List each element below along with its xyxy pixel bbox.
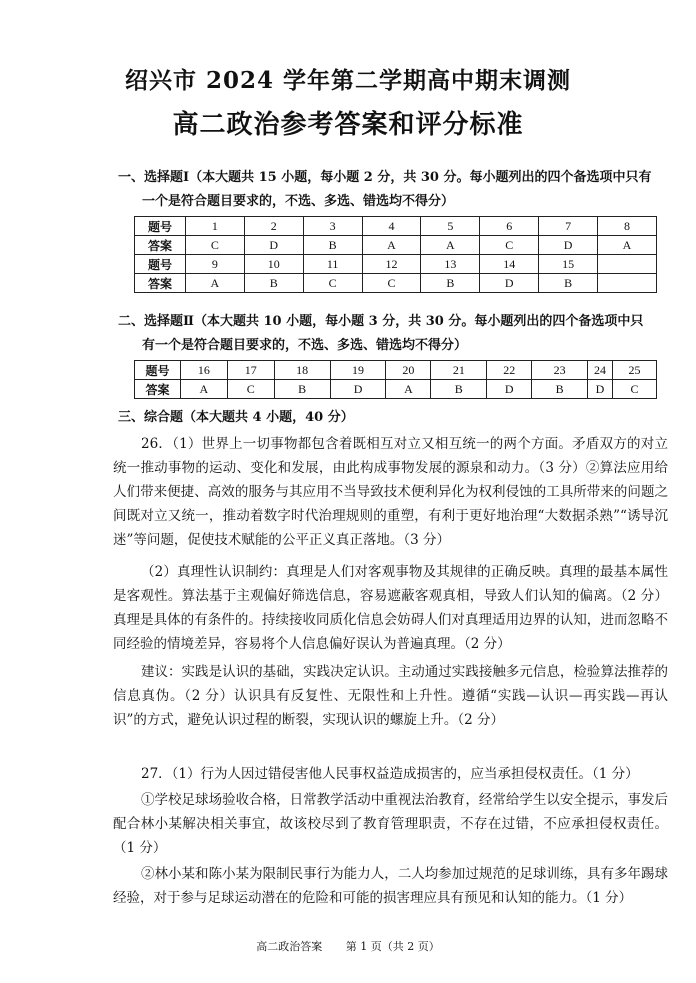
question-number: 11 bbox=[303, 255, 362, 274]
answer-27-part1: 27．（1）行为人因过错侵害他人民事权益造成损害的，应当承担侵权责任。（1 分） bbox=[141, 766, 639, 782]
question-number: 1 bbox=[185, 217, 244, 236]
question-number: 10 bbox=[244, 255, 303, 274]
answer-label: 答案 bbox=[135, 274, 186, 293]
section2-heading: 二、选择题Ⅱ（本大题共 10 小题，每小题 3 分，共 30 分。每小题列出的四个备选项中只 bbox=[118, 314, 644, 329]
answer-26-part1: 26．（1）世界上一切事物都包含着既相互对立又相互统一的两个方面。矛盾双方的对立统一推动事物的运动、变化和发展，由此构成事物发展的源泉和动力。（3 分）②算法应用给人们带来便捷、高效的服务与其应用不当导致技术便利异化为权利侵蚀的工具所带来的问题之间既对立又统一，推动着数字时代治理规则的重塑，有利于更好地治理“大数据杀熟”“诱导沉迷”等问题，促使技术赋能的公平正义真正落地。（3 分） bbox=[113, 436, 668, 548]
answer-cell: A bbox=[421, 236, 480, 255]
section1-answer-table bbox=[134, 216, 657, 293]
answer-cell: B bbox=[431, 380, 487, 399]
question-number bbox=[598, 255, 657, 274]
question-number: 19 bbox=[330, 361, 386, 380]
page-subtitle: 高二政治参考答案和评分标准 bbox=[172, 110, 524, 140]
answer-cell: C bbox=[227, 380, 274, 399]
answer-cell: A bbox=[185, 274, 244, 293]
footer-doc-name: 高二政治答案 bbox=[256, 940, 323, 953]
question-number: 20 bbox=[386, 361, 431, 380]
question-number: 4 bbox=[362, 217, 421, 236]
answer-cell: B bbox=[532, 380, 588, 399]
question-number: 8 bbox=[598, 217, 657, 236]
answer-cell: D bbox=[244, 236, 303, 255]
section1-heading-cont: 一个是符合题目要求的，不选、多选、错选均不得分） bbox=[142, 194, 455, 209]
question-number: 23 bbox=[532, 361, 588, 380]
question-label: 题号 bbox=[135, 255, 186, 274]
question-label: 题号 bbox=[135, 361, 181, 380]
answer-cell: A bbox=[180, 380, 227, 399]
answer-cell: D bbox=[487, 380, 532, 399]
question-number: 5 bbox=[421, 217, 480, 236]
answer-cell bbox=[598, 274, 657, 293]
answer-cell: C bbox=[303, 274, 362, 293]
question-number: 9 bbox=[185, 255, 244, 274]
question-number: 22 bbox=[487, 361, 532, 380]
answer-cell: B bbox=[421, 274, 480, 293]
answer-cell: D bbox=[539, 236, 598, 255]
answer-cell: D bbox=[330, 380, 386, 399]
section3-heading: 三、综合题（本大题共 4 小题，40 分） bbox=[118, 410, 354, 425]
table-row bbox=[135, 380, 657, 399]
question-number: 3 bbox=[303, 217, 362, 236]
answer-cell: C bbox=[480, 236, 539, 255]
answer-cell: A bbox=[386, 380, 431, 399]
page-footer bbox=[0, 938, 696, 954]
question-number: 25 bbox=[612, 361, 656, 380]
answer-cell: C bbox=[612, 380, 656, 399]
table-row bbox=[135, 236, 657, 255]
answer-cell: D bbox=[480, 274, 539, 293]
answer-cell: B bbox=[244, 274, 303, 293]
question-number: 13 bbox=[421, 255, 480, 274]
footer-page-number: 第 1 页（共 2 页） bbox=[345, 940, 440, 953]
answer-27-point2: ②林小某和陈小某为限制民事行为能力人，二人均参加过规范的足球训练，具有多年踢球经验，对于参与足球运动潜在的危险和可能的损害理应具有预见和认知的能力。（1 分） bbox=[113, 866, 668, 906]
answer-cell: D bbox=[588, 380, 613, 399]
answer-cell: C bbox=[362, 274, 421, 293]
question-number: 17 bbox=[227, 361, 274, 380]
answer-cell: A bbox=[362, 236, 421, 255]
section1-heading: 一、选择题Ⅰ（本大题共 15 小题，每小题 2 分，共 30 分。每小题列出的四个备选项中只有 bbox=[118, 170, 652, 185]
answer-26-suggestion: 建议：实践是认识的基础，实践决定认识。主动通过实践接触多元信息，检验算法推荐的信息真伪。（2 分）认识具有反复性、无限性和上升性。遵循“实践—认识—再实践—再认识”的方式，避免认识过程的断裂，实现认识的螺旋上升。（2 分） bbox=[113, 664, 668, 728]
table-row bbox=[135, 255, 657, 274]
answer-cell: A bbox=[598, 236, 657, 255]
answer-cell: B bbox=[303, 236, 362, 255]
answer-27-point1: ①学校足球场验收合格，日常教学活动中重视法治教育，经常给学生以安全提示，事发后配合林小某解决相关事宜，故该校尽到了教育管理职责，不存在过错，不应承担侵权责任。（1 分） bbox=[113, 792, 668, 856]
table-row bbox=[135, 361, 657, 380]
question-number: 6 bbox=[480, 217, 539, 236]
question-number: 18 bbox=[274, 361, 330, 380]
question-number: 21 bbox=[431, 361, 487, 380]
question-number: 12 bbox=[362, 255, 421, 274]
answer-label: 答案 bbox=[135, 380, 181, 399]
page-title: 绍兴市 2024 学年第二学期高中期末调测 bbox=[124, 67, 572, 94]
question-number: 14 bbox=[480, 255, 539, 274]
question-number: 15 bbox=[539, 255, 598, 274]
question-number: 2 bbox=[244, 217, 303, 236]
question-number: 7 bbox=[539, 217, 598, 236]
answer-cell: B bbox=[539, 274, 598, 293]
answer-26-part2: （2）真理性认识制约：真理是人们对客观事物及其规律的正确反映。真理的最基本属性是客观性。算法基于主观偏好筛选信息，容易遮蔽客观真相，导致人们认知的偏离。（2 分）真理是具体的有条件的。持续接收同质化信息会妨碍人们对真理适用边界的认知，进而忽略不同经验的情境差异，容易将个人信息偏好误认为普遍真理。（2 分） bbox=[113, 564, 668, 652]
answer-cell: C bbox=[185, 236, 244, 255]
section2-heading-cont: 有一个是符合题目要求的，不选、多选、错选均不得分） bbox=[142, 338, 468, 353]
answer-cell: B bbox=[274, 380, 330, 399]
question-label: 题号 bbox=[135, 217, 186, 236]
question-number: 16 bbox=[180, 361, 227, 380]
question-number: 24 bbox=[588, 361, 613, 380]
section2-answer-table bbox=[134, 360, 657, 399]
answer-label: 答案 bbox=[135, 236, 186, 255]
table-row bbox=[135, 274, 657, 293]
table-row bbox=[135, 217, 657, 236]
